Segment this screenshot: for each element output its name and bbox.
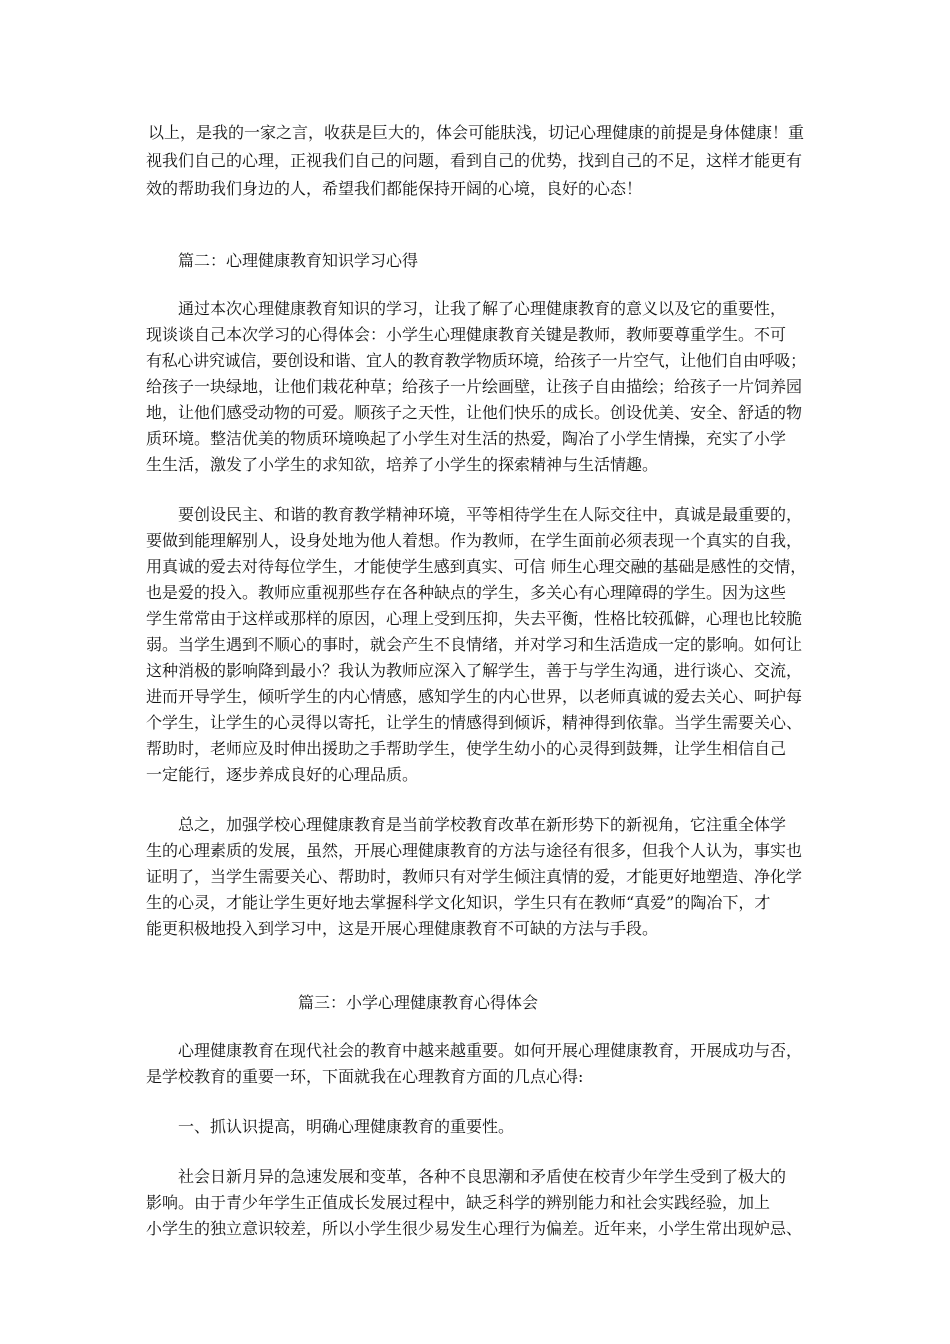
text-line: 能更积极地投入到学习中，这是开展心理健康教育不可缺的方法与手段。 xyxy=(146,919,659,938)
text-line: 个学生，让学生的心灵得以寄托，让学生的情感得到倾诉，精神得到依靠。当学生需要关心、 xyxy=(146,713,803,732)
text-line: 地，让他们感受动物的可爱。顺孩子之天性，让他们快乐的成长。创设优美、安全、舒适的物 xyxy=(146,403,803,422)
text-line: 给孩子一块绿地，让他们栽花种草；给孩子一片绘画壁，让孩子自由描绘；给孩子一片饲养园 xyxy=(146,377,803,396)
text-line: 小学生的独立意识较差，所以小学生很少易发生心理行为偏差。近年来，小学生常出现妒忌、 xyxy=(146,1219,803,1238)
text-line: 用真诚的爱去对待每位学生，才能使学生感到真实、可信 师生心理交融的基础是感性的交情， xyxy=(146,557,807,576)
text-line: 有私心讲究诚信，要创设和谐、宜人的教育教学物质环境，给孩子一片空气，让他们自由呼吸； xyxy=(146,351,806,370)
text-line: 影响。由于青少年学生正值成长发展过程中，缺乏科学的辨别能力和社会实践经验，加上 xyxy=(146,1193,771,1212)
text-line: 要创设民主、和谐的教育教学精神环境，平等相待学生在人际交往中，真诚是最重要的， xyxy=(178,505,803,524)
text-line: 一定能行，逐步养成良好的心理品质。 xyxy=(146,765,419,784)
text-line: 也是爱的投入。教师应重视那些存在各种缺点的学生，多关心有心理障碍的学生。因为这些 xyxy=(146,583,787,602)
text-line: 通过本次心理健康教育知识的学习，让我了解了心理健康教育的意义以及它的重要性， xyxy=(178,299,787,318)
text-line: 证明了，当学生需要关心、帮助时，教师只有对学生倾注真情的爱，才能更好地塑造、净化学 xyxy=(146,867,803,886)
text-line: 弱。当学生遇到不顺心的事时，就会产生不良情绪，并对学习和生活造成一定的影响。如何让 xyxy=(146,635,803,654)
text-line: 进而开导学生，倾听学生的内心情感，感知学生的内心世界，以老师真诚的爱去关心、呵护每 xyxy=(146,687,803,706)
text-line: 是学校教育的重要一环，下面就我在心理教育方面的几点心得: xyxy=(146,1067,584,1086)
text-line: 以上，是我的一家之言，收获是巨大的，体会可能肤浅，切记心理健康的前提是身体健康！重 xyxy=(148,123,805,142)
text-line: 帮助时，老师应及时伸出援助之手帮助学生，使学生幼小的心灵得到鼓舞，让学生相信自己 xyxy=(146,739,787,758)
text-line: 学生常常由于这样或那样的原因，心理上受到压抑，失去平衡，性格比较孤僻，心理也比较脆 xyxy=(146,609,803,628)
text-line: 心理健康教育在现代社会的教育中越来越重要。如何开展心理健康教育，开展成功与否， xyxy=(178,1041,803,1060)
text-line: 现谈谈自己本次学习的心得体会：小学生心理健康教育关键是教师，教师要尊重学生。不可 xyxy=(146,325,787,344)
section-title: 篇三：小学心理健康教育心得体会 xyxy=(298,993,539,1012)
text-line: 质环境。整洁优美的物质环境唤起了小学生对生活的热爱，陶冶了小学生情操，充实了小学 xyxy=(146,429,787,448)
text-line: 生生活，激发了小学生的求知欲，培养了小学生的探索精神与生活情趣。 xyxy=(146,455,659,474)
text-line: 一、抓认识提高，明确心理健康教育的重要性。 xyxy=(178,1117,515,1136)
text-line: 效的帮助我们身边的人，希望我们都能保持开阔的心境，良好的心态！ xyxy=(146,179,643,198)
text-line: 这种消极的影响降到最小？我认为教师应深入了解学生，善于与学生沟通，进行谈心、交流， xyxy=(146,661,803,680)
text-line: 生的心灵，才能让学生更好地去掌握科学文化知识，学生只有在教师“真爱”的陶冶下，才 xyxy=(146,893,771,912)
text-line: 视我们自己的心理，正视我们自己的问题，看到自己的优势，找到自己的不足，这样才能更有 xyxy=(146,151,803,170)
text-line: 生的心理素质的发展，虽然，开展心理健康教育的方法与途径有很多，但我个人认为，事实也 xyxy=(146,841,803,860)
text-line: 社会日新月异的急速发展和变革，各种不良思潮和矛盾使在校青少年学生受到了极大的 xyxy=(178,1167,787,1186)
text-line: 要做到能理解别人，设身处地为他人着想。作为教师，在学生面前必须表现一个真实的自我， xyxy=(146,531,803,550)
text-line: 总之，加强学校心理健康教育是当前学校教育改革在新形势下的新视角，它注重全体学 xyxy=(178,815,787,834)
section-title: 篇二：心理健康教育知识学习心得 xyxy=(178,251,419,270)
